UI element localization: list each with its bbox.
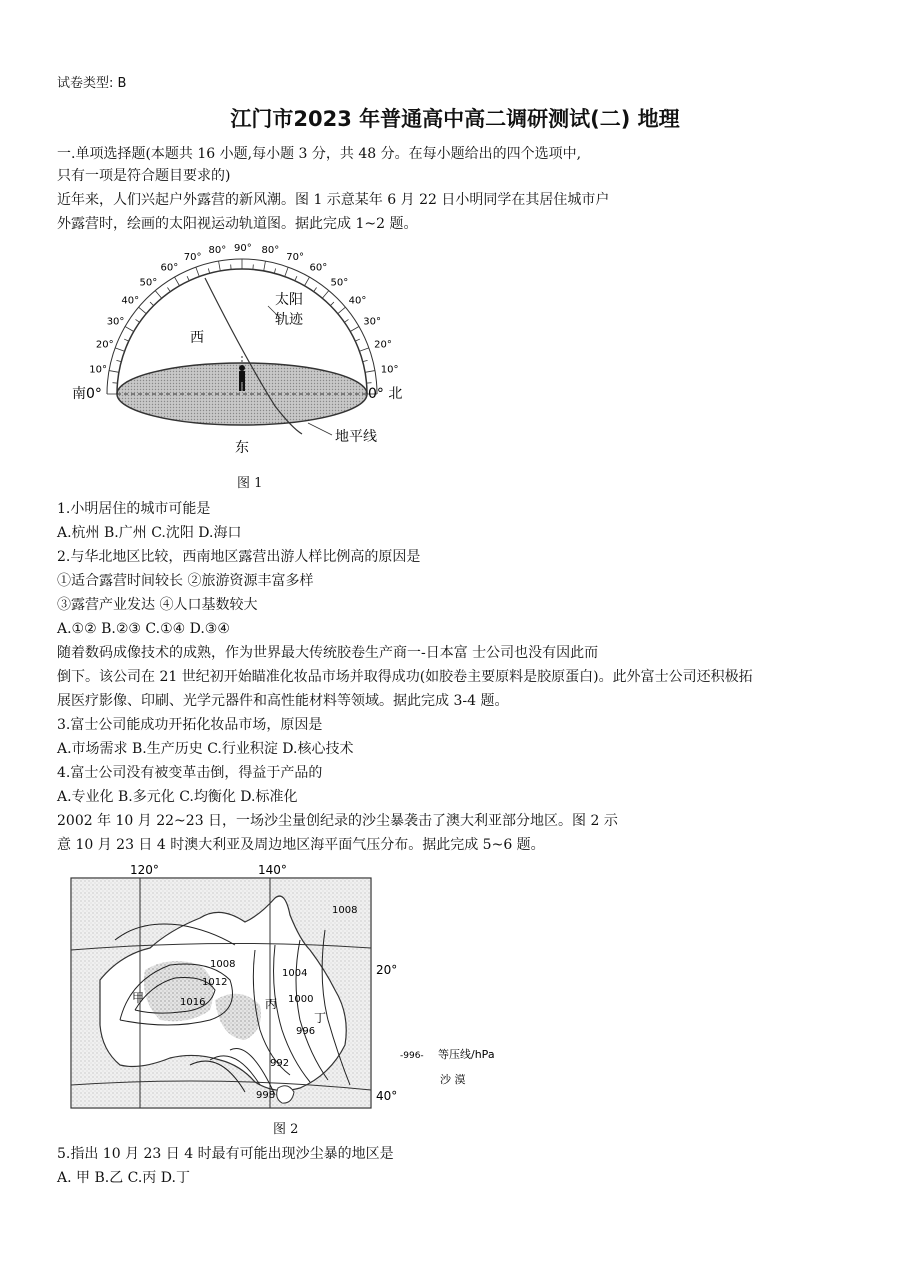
q4-options: A.专业化 B.多元化 C.均衡化 D.标准化 xyxy=(57,789,298,805)
angle-tick-label: 30° xyxy=(363,316,382,328)
passage2-line2: 倒下。该公司在 21 世纪初开始瞄准化妆品市场并取得成功(如胶卷主要原料是胶原蛋白)。此外富士公司还积极拓 xyxy=(57,669,753,685)
angle-tick-label: 20° xyxy=(95,339,114,351)
angle-tick-label: 50° xyxy=(330,277,349,289)
angle-tick-label: 60° xyxy=(309,262,328,274)
isobar-998: 998 xyxy=(256,1090,276,1101)
isobar-1016: 1016 xyxy=(180,997,206,1008)
label-horizon: 地平线 xyxy=(335,429,377,445)
angle-tick-label: 40° xyxy=(121,295,140,307)
label-south: 南0° xyxy=(72,386,102,402)
section-heading: 一.单项选择题(本题共 16 小题,每小题 3 分，共 48 分。在每小题给出的四个选项中, xyxy=(57,146,582,162)
label-sun-path-2: 轨迹 xyxy=(275,312,303,328)
figure1-caption: 图 1 xyxy=(237,476,263,491)
legend-desert: 沙 漠 xyxy=(440,1073,466,1086)
isobar-1000: 1000 xyxy=(288,994,314,1005)
passage1-line1: 近年来，人们兴起户外露营的新风潮。图 1 示意某年 6 月 22 日小明同学在其居住城市户 xyxy=(57,192,610,208)
passage1-line2: 外露营时，绘画的太阳视运动轨道图。据此完成 1~2 题。 xyxy=(57,216,418,232)
isobar-1004: 1004 xyxy=(282,968,308,979)
q2-opt-line1: ①适合露营时间较长 ②旅游资源丰富多样 xyxy=(57,573,314,589)
passage2-line3: 展医疗影像、印刷、光学元器件和高性能材料等领域。据此完成 3-4 题。 xyxy=(57,693,509,709)
angle-tick-label: 90° xyxy=(234,243,252,254)
region-bing: 丙 xyxy=(265,997,278,1011)
isobar-1008-a: 1008 xyxy=(332,905,358,916)
region-jia: 甲 xyxy=(132,991,145,1005)
lon-label-140: 140° xyxy=(258,863,287,877)
lat-label-20: 20° xyxy=(376,963,398,977)
figure2-caption: 图 2 xyxy=(273,1122,299,1137)
angle-tick-label: 40° xyxy=(348,295,367,307)
q1-options: A.杭州 B.广州 C.沈阳 D.海口 xyxy=(57,525,242,541)
lon-label-120: 120° xyxy=(130,863,159,877)
q2-opt-line2: ③露营产业发达 ④人口基数较大 xyxy=(57,597,258,613)
page-title: 江门市2023 年普通高中高二调研测试(二) 地理 xyxy=(230,107,680,131)
passage3-line1: 2002 年 10 月 22~23 日，一场沙尘量创纪录的沙尘暴袭击了澳大利亚部分地区。图 2 示 xyxy=(57,813,618,829)
region-ding: 丁 xyxy=(314,1011,327,1025)
passage3-line2: 意 10 月 23 日 4 时澳大利亚及周边地区海平面气压分布。据此完成 5~6 题。 xyxy=(57,837,545,853)
lat-label-40: 40° xyxy=(376,1089,398,1103)
isobar-992: 992 xyxy=(270,1058,290,1069)
angle-tick-label: 30° xyxy=(106,316,125,328)
label-east: 东 xyxy=(235,440,249,456)
angle-tick-label: 70° xyxy=(183,251,202,263)
label-sun-path-1: 太阳 xyxy=(275,292,303,308)
legend-isobar-sample: -996- xyxy=(400,1051,424,1061)
angle-tick-label: 50° xyxy=(139,277,158,289)
angle-tick-label: 60° xyxy=(160,262,179,274)
q5-options: A. 甲 B.乙 C.丙 D.丁 xyxy=(57,1170,190,1186)
q4-stem: 4.富士公司没有被变革击倒，得益于产品的 xyxy=(57,765,323,781)
angle-tick-label: 20° xyxy=(374,339,392,351)
q1-stem: 1.小明居住的城市可能是 xyxy=(57,501,211,517)
q2-stem: 2.与华北地区比较，西南地区露营出游人样比例高的原因是 xyxy=(57,549,421,565)
passage2-line1: 随着数码成像技术的成熟，作为世界最大传统胶卷生产商一-日本富 士公司也没有因此而 xyxy=(57,645,599,661)
figure2-pressure-map xyxy=(60,860,520,1112)
isobar-1008-b: 1008 xyxy=(210,959,236,970)
q3-options: A.市场需求 B.生产历史 C.行业积淀 D.核心技术 xyxy=(57,741,354,757)
q3-stem: 3.富士公司能成功开拓化妆品市场，原因是 xyxy=(57,717,323,733)
section-heading-cont: 只有一项是符合题目要求的) xyxy=(57,168,231,184)
angle-tick-label: 70° xyxy=(286,251,305,263)
isobar-996: 996 xyxy=(296,1026,316,1037)
angle-tick-label: 10° xyxy=(380,364,399,376)
figure1-sun-path-diagram xyxy=(70,238,430,463)
angle-tick-label: 80° xyxy=(208,245,227,257)
q2-options: A.①② B.②③ C.①④ D.③④ xyxy=(57,621,230,637)
angle-tick-label: 80° xyxy=(261,245,280,257)
q5-stem: 5.指出 10 月 23 日 4 时最有可能出现沙尘暴的地区是 xyxy=(57,1146,394,1162)
label-west: 西 xyxy=(190,330,204,346)
label-north: 0° 北 xyxy=(368,386,403,402)
isobar-1012: 1012 xyxy=(202,977,228,988)
legend-isobar: 等压线/hPa xyxy=(438,1048,495,1061)
angle-tick-label: 10° xyxy=(89,364,107,376)
paper-type: 试卷类型: B xyxy=(57,76,127,91)
